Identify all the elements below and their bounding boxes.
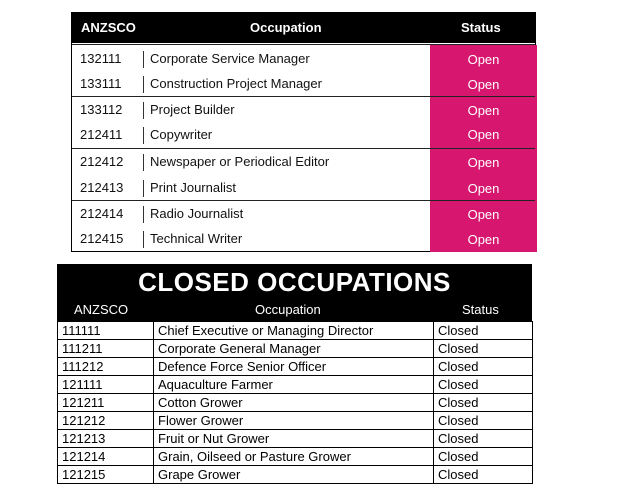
column-divider (143, 154, 144, 171)
open-header-status: Status (461, 20, 501, 35)
occupation-name: Copywriter (150, 127, 213, 142)
closed-header-anzsco: ANZSCO (74, 302, 129, 317)
status-badge: Open (467, 127, 500, 142)
occupation-name: Technical Writer (150, 231, 243, 246)
anzsco-code: 121111 (58, 376, 154, 394)
open-row-group (72, 96, 535, 148)
anzsco-code: 212415 (80, 231, 124, 246)
occupation-name: Grape Grower (154, 466, 434, 484)
open-table-header (72, 13, 535, 43)
status-badge: Open (467, 103, 500, 118)
status-cell: Closed (434, 340, 533, 358)
anzsco-code: 111211 (58, 340, 154, 358)
closed-occupations-title: CLOSED OCCUPATIONS (138, 267, 451, 297)
status-cell: Closed (434, 412, 533, 430)
anzsco-code: 111111 (58, 322, 154, 340)
status-cell: Closed (434, 430, 533, 448)
occupation-name: Radio Journalist (150, 206, 244, 221)
occupation-name: Aquaculture Farmer (154, 376, 434, 394)
status-badge-cell (430, 45, 537, 97)
table-row (58, 466, 533, 484)
closed-header-occupation: Occupation (255, 302, 321, 317)
column-divider (143, 231, 144, 248)
column-divider (143, 206, 144, 223)
column-divider (143, 51, 144, 68)
status-badge: Open (467, 232, 500, 247)
status-cell: Closed (434, 376, 533, 394)
column-divider (143, 127, 144, 144)
closed-header-status: Status (462, 302, 499, 317)
anzsco-code: 212411 (80, 127, 123, 142)
table-row (58, 430, 533, 448)
status-cell: Closed (434, 322, 533, 340)
anzsco-code: 121214 (58, 448, 154, 466)
status-badge: Open (467, 155, 500, 170)
occupation-name: Construction Project Manager (150, 76, 322, 91)
open-header-occupation: Occupation (250, 20, 322, 35)
open-row-group (72, 44, 535, 96)
open-row-group (72, 148, 535, 200)
closed-table-header (57, 264, 532, 321)
anzsco-code: 132111 (80, 51, 122, 66)
table-row (58, 412, 533, 430)
open-occupations-table (71, 12, 536, 252)
anzsco-code: 133112 (80, 102, 123, 117)
occupation-name: Flower Grower (154, 412, 434, 430)
table-row (58, 358, 533, 376)
anzsco-code: 133111 (80, 76, 122, 91)
anzsco-code: 212414 (80, 206, 124, 221)
status-cell: Closed (434, 394, 533, 412)
occupation-name: Chief Executive or Managing Director (154, 322, 434, 340)
status-badge: Open (467, 207, 500, 222)
table-row (58, 322, 533, 340)
occupation-name: Print Journalist (150, 180, 236, 195)
anzsco-code: 212413 (80, 180, 124, 195)
anzsco-code: 111212 (58, 358, 154, 376)
occupation-name: Fruit or Nut Grower (154, 430, 434, 448)
occupation-name: Grain, Oilseed or Pasture Grower (154, 448, 434, 466)
table-row (58, 394, 533, 412)
anzsco-code: 212412 (80, 154, 124, 169)
table-row (58, 376, 533, 394)
table-row (58, 448, 533, 466)
status-cell: Closed (434, 466, 533, 484)
occupation-name: Corporate Service Manager (150, 51, 310, 66)
anzsco-code: 121213 (58, 430, 154, 448)
column-divider (143, 76, 144, 93)
open-header-anzsco: ANZSCO (81, 20, 136, 35)
status-badge: Open (467, 181, 500, 196)
table-row (58, 340, 533, 358)
status-badge-cell (430, 201, 537, 252)
status-badge: Open (467, 52, 500, 67)
open-row-group (72, 200, 535, 252)
column-divider (143, 180, 144, 197)
status-cell: Closed (434, 448, 533, 466)
status-cell: Closed (434, 358, 533, 376)
closed-rows-table (57, 321, 533, 484)
occupation-name: Newspaper or Periodical Editor (150, 154, 330, 169)
occupation-name: Defence Force Senior Officer (154, 358, 434, 376)
occupation-name: Corporate General Manager (154, 340, 434, 358)
occupation-name: Cotton Grower (154, 394, 434, 412)
column-divider (143, 102, 144, 119)
status-badge-cell (430, 149, 537, 201)
anzsco-code: 121212 (58, 412, 154, 430)
anzsco-code: 121211 (58, 394, 154, 412)
status-badge-cell (430, 97, 537, 149)
status-badge: Open (467, 77, 500, 92)
anzsco-code: 121215 (58, 466, 154, 484)
closed-occupations-table (57, 264, 532, 493)
occupation-name: Project Builder (150, 102, 235, 117)
